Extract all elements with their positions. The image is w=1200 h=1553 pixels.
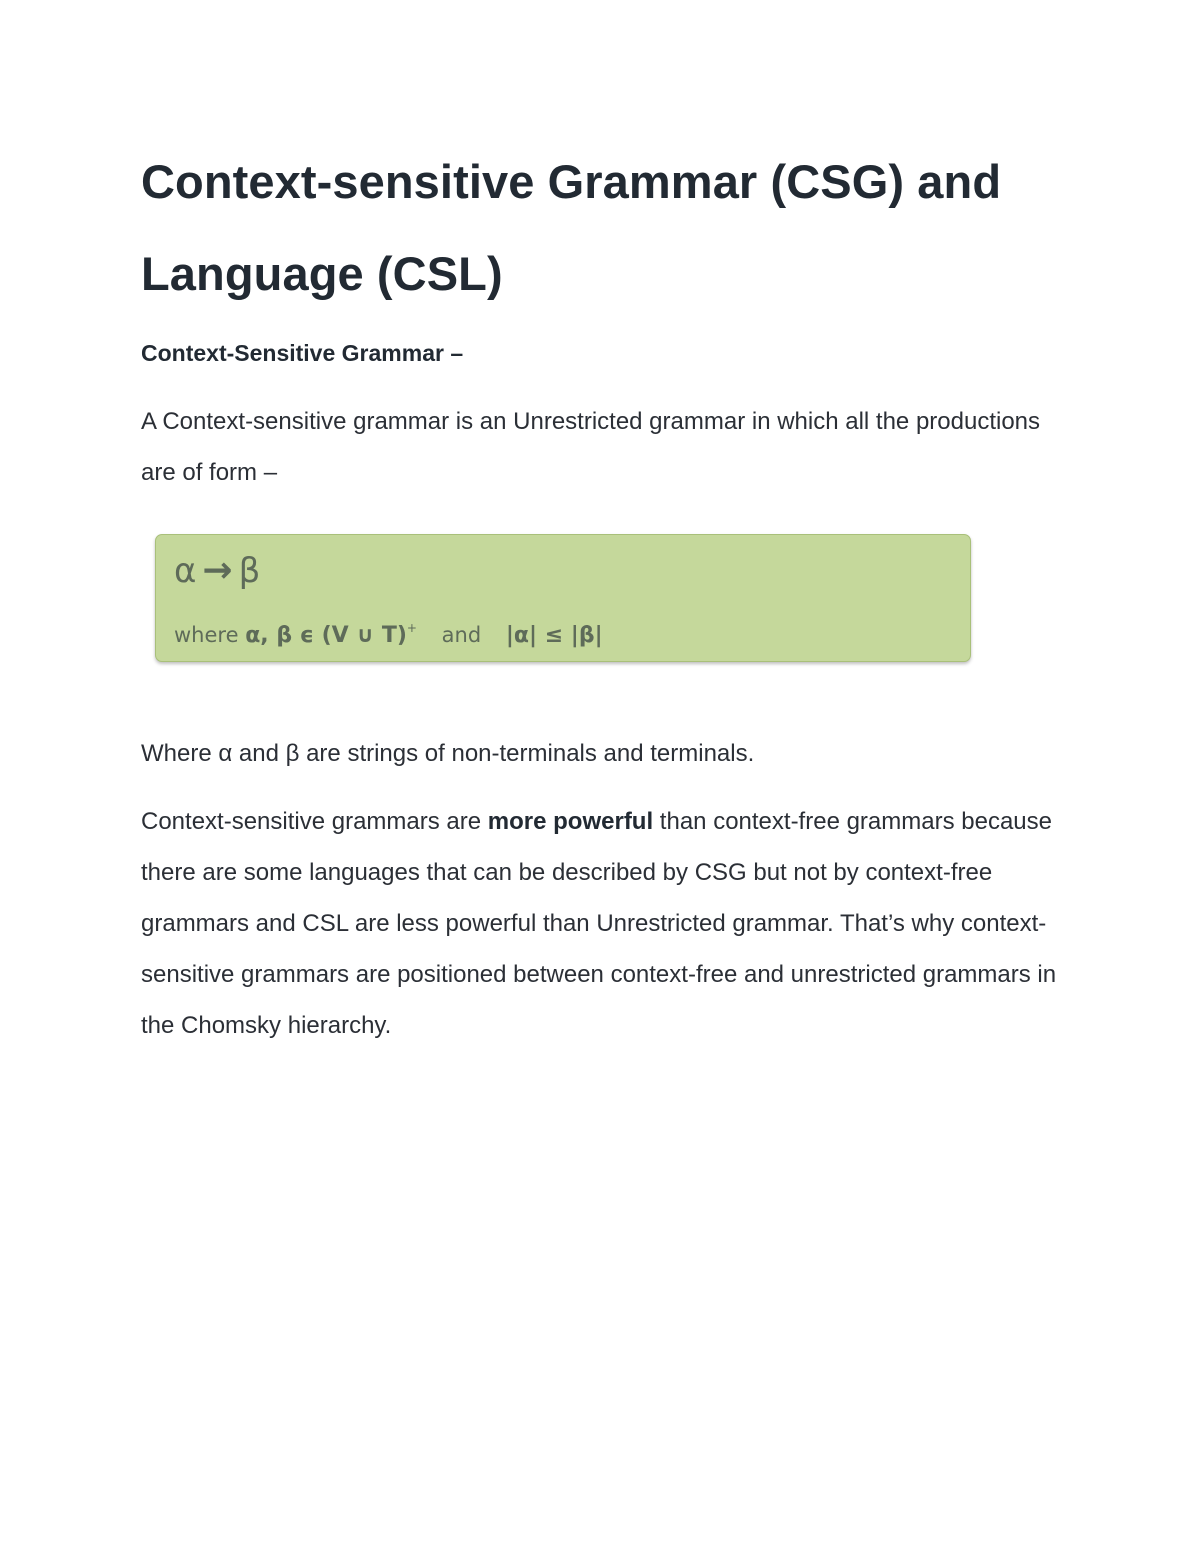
membership-condition: α, β ϵ (V ∪ T) xyxy=(245,623,407,648)
production-rule-box xyxy=(155,534,971,662)
section-subheading: Context-Sensitive Grammar – xyxy=(141,340,464,366)
where-label: where xyxy=(174,623,239,647)
page-title: Context-sensitive Grammar (CSG) and Language (CSL) xyxy=(141,155,1002,300)
production-constraints xyxy=(174,613,603,651)
alpha-symbol: α xyxy=(174,551,197,591)
intro-paragraph: A Context-sensitive grammar is an Unrestricted grammar in which all the productions are of form – xyxy=(141,408,1041,486)
length-condition: |α| ≤ |β| xyxy=(505,623,603,648)
power-paragraph xyxy=(141,796,1061,1051)
power-text-after: than context-free grammars because there are some languages that can be described by CSG but not by context-free grammars and CSL are less powerful than Unrestricted grammar. That’s why context-sensitive grammars are positioned between context-free and unrestricted grammars in the Chomsky hierarchy. xyxy=(141,808,1057,1039)
definition-note: Where α and β are strings of non-terminals and terminals. xyxy=(141,740,755,767)
power-emphasis: more powerful xyxy=(487,808,654,835)
beta-symbol: β xyxy=(238,551,261,591)
plus-superscript: + xyxy=(406,621,417,635)
production-rule xyxy=(174,549,260,593)
and-label: and xyxy=(441,623,482,647)
arrow-icon: → xyxy=(202,550,233,591)
power-text-before: Context-sensitive grammars are xyxy=(141,808,488,835)
